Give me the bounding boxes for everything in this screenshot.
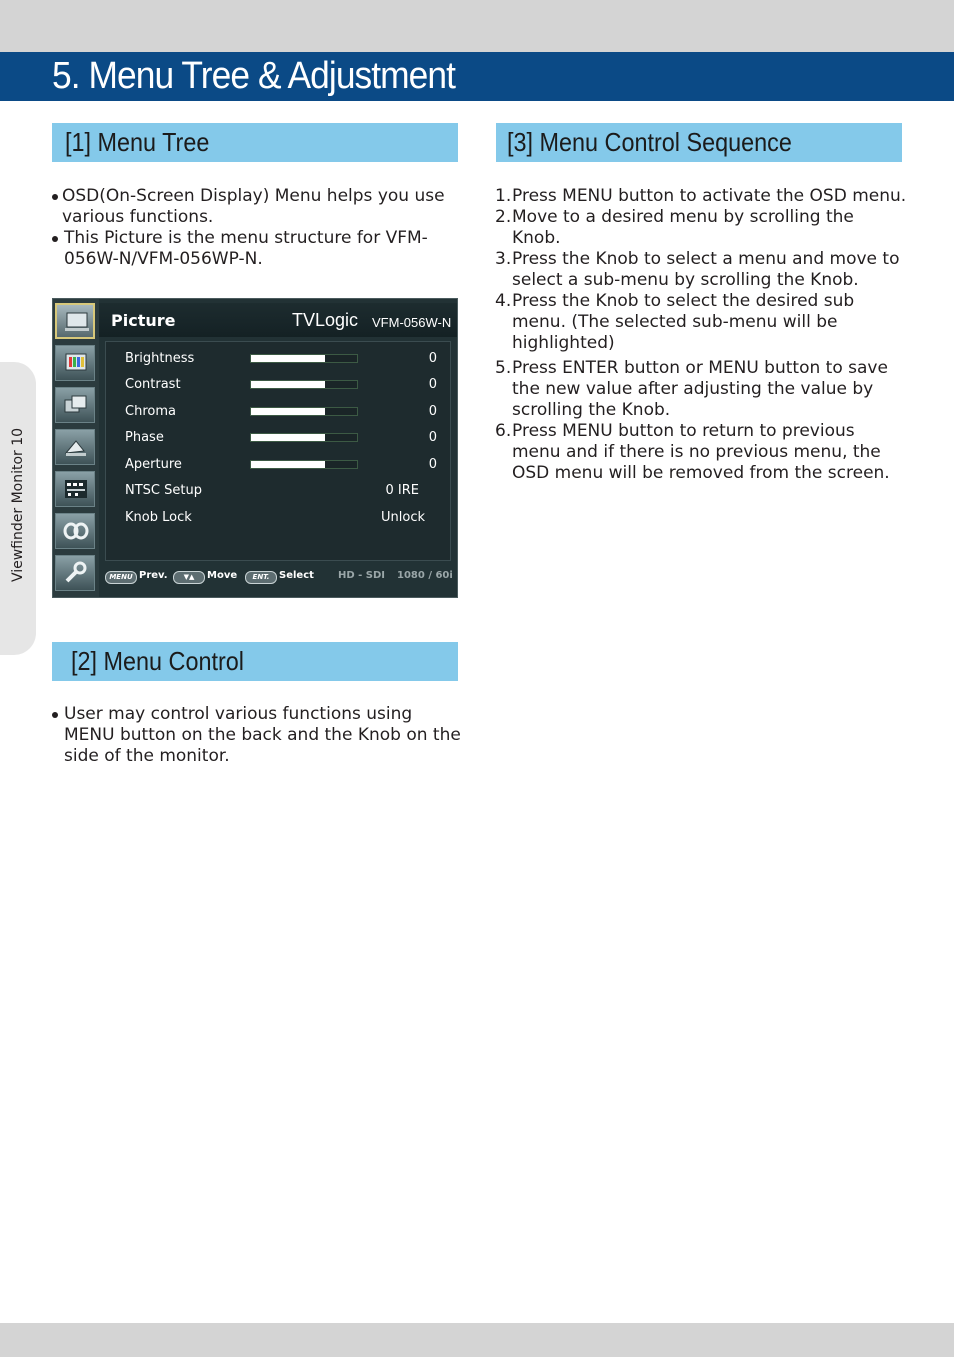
osd-item-value: Unlock [381, 510, 425, 525]
screens-icon [55, 387, 95, 423]
osd-item-label: Knob Lock [125, 510, 192, 525]
menu-sequence-heading: [3] Menu Control Sequence [496, 123, 902, 162]
osd-menu-title: Picture [111, 311, 176, 330]
select-label: Select [279, 570, 314, 581]
side-tab-label: Viewfinder Monitor 10 [10, 427, 26, 583]
osd-menu-item[interactable] [125, 402, 445, 422]
color-bars-icon [55, 345, 95, 381]
osd-footer [103, 569, 458, 589]
osd-item-value: 0 [428, 404, 437, 419]
prev-label: Prev. [139, 570, 168, 581]
menu-tree-bullets [51, 186, 461, 270]
osd-item-value: 0 [428, 457, 437, 472]
page-title: 5. Menu Tree & Adjustment [52, 55, 456, 97]
osd-level-bar [250, 460, 358, 469]
menu-control-bullets [51, 704, 461, 767]
menu-sequence-steps [495, 186, 907, 484]
bullet-item: User may control various functions using MENU button on the back and the Knob on the side of the monitor. [51, 704, 461, 767]
osd-menu-item[interactable] [125, 375, 445, 395]
osd-item-label: Contrast [125, 377, 181, 392]
osd-brand-logo: TVLogic [292, 310, 359, 330]
step-item: 4. Press the Knob to select the desired sub menu. (The selected sub-menu will be highlighted) [495, 291, 855, 353]
link-icon [55, 513, 95, 549]
osd-item-label: Brightness [125, 351, 195, 366]
bottom-band [0, 1323, 954, 1357]
osd-level-bar [250, 407, 358, 416]
osd-menu-item[interactable] [125, 508, 445, 528]
test-pattern-icon [55, 471, 95, 507]
osd-item-label: Aperture [125, 457, 182, 472]
menu-key-icon: MENU [105, 571, 137, 584]
osd-menu-item[interactable] [125, 481, 445, 501]
enter-key-icon: ENT. [245, 571, 277, 584]
osd-level-bar [250, 433, 358, 442]
osd-icon-column [53, 299, 99, 598]
osd-model-name: VFM-056W-N [372, 315, 452, 330]
osd-level-bar [250, 380, 358, 389]
satellite-icon [55, 429, 95, 465]
move-label: Move [207, 570, 238, 581]
step-item: 3. Press the Knob to select a menu and move to select a sub-menu by scrolling the Knob. [495, 249, 900, 290]
osd-header [99, 303, 458, 337]
step-item: 6. Press MENU button to return to previous menu and if there is no previous menu, the OSD menu will be removed from the screen. [495, 421, 890, 483]
menu-tree-heading: [1] Menu Tree [52, 123, 458, 162]
osd-item-value: 0 [428, 377, 437, 392]
osd-menu-panel [105, 341, 451, 561]
video-format: 1080 / 60i [397, 570, 453, 581]
title-bar [0, 52, 954, 101]
step-item: 2. Move to a desired menu by scrolling the Knob. [495, 207, 854, 248]
osd-item-label: Chroma [125, 404, 176, 419]
osd-item-value: 0 [428, 430, 437, 445]
osd-item-label: Phase [125, 430, 164, 445]
osd-menu-item[interactable] [125, 455, 445, 475]
wrench-icon [55, 555, 95, 591]
top-band [0, 0, 954, 52]
osd-menu-item[interactable] [125, 428, 445, 448]
menu-control-heading: [2] Menu Control [52, 642, 458, 681]
bullet-item: OSD(On-Screen Display) Menu helps you use various functions. [51, 186, 461, 228]
osd-item-value: 0 [428, 351, 437, 366]
input-signal: HD - SDI [338, 570, 386, 581]
osd-menu-screenshot [52, 298, 458, 598]
bullet-item: This Picture is the menu structure for VFM-056W-N/VFM-056WP-N. [51, 228, 461, 270]
monitor-icon [55, 303, 95, 339]
osd-level-bar [250, 354, 358, 363]
move-key-icon: ▼▲ [173, 571, 205, 584]
osd-item-value: 0 IRE [385, 483, 419, 498]
osd-menu-item[interactable] [125, 349, 445, 369]
osd-item-label: NTSC Setup [125, 483, 202, 498]
step-item: 5. Press ENTER button or MENU button to save the new value after adjusting the value by scrolling the Knob. [495, 358, 888, 420]
step-item: 1. Press MENU button to activate the OSD menu. [495, 186, 907, 206]
